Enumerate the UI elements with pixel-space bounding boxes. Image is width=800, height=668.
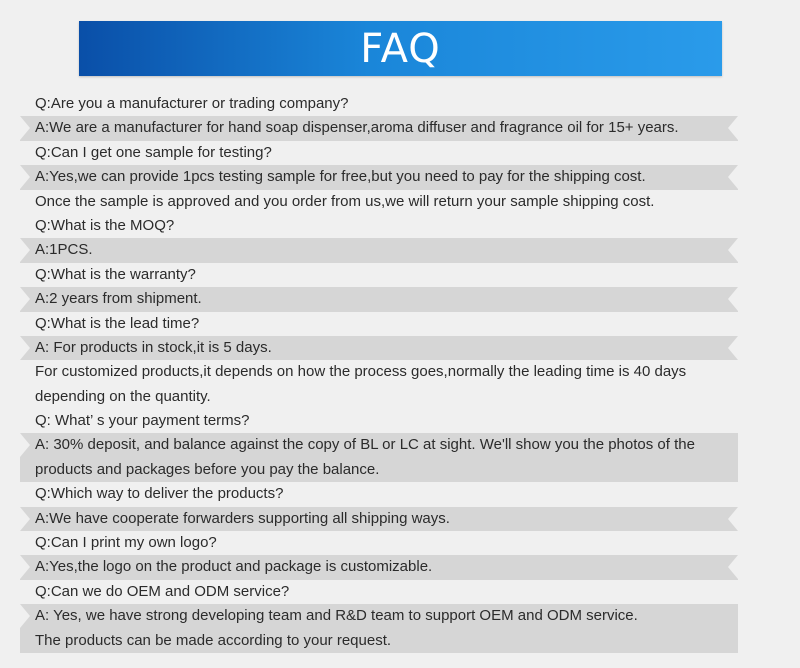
faq-answer: A:Yes,we can provide 1pcs testing sample for free,but you need to pay for the shipping cost. bbox=[35, 168, 646, 186]
faq-list bbox=[0, 92, 800, 653]
faq-answer: A: 30% deposit, and balance against the copy of BL or LC at sight. We'll show you the photos of the bbox=[35, 436, 695, 454]
faq-answer-block bbox=[20, 507, 738, 531]
faq-question: Q:What is the warranty? bbox=[35, 265, 196, 283]
faq-answer: A: Yes, we have strong developing team and R&D team to support OEM and ODM service. bbox=[35, 607, 638, 625]
faq-answer-continued: Once the sample is approved and you order from us,we will return your sample shipping cost. bbox=[35, 192, 655, 210]
faq-answer-block bbox=[20, 238, 738, 262]
faq-question: Q:Can I print my own logo? bbox=[35, 534, 217, 552]
faq-answer: A:We have cooperate forwarders supporting all shipping ways. bbox=[35, 509, 450, 527]
faq-question: Q:Can I get one sample for testing? bbox=[35, 143, 272, 161]
faq-question: Q:What is the MOQ? bbox=[35, 216, 175, 234]
faq-answer: A:2 years from shipment. bbox=[35, 290, 202, 308]
faq-answer-block bbox=[20, 165, 738, 189]
faq-answer-block bbox=[20, 116, 738, 140]
page-title: FAQ bbox=[360, 25, 441, 72]
faq-answer-continued: products and packages before you pay the balance. bbox=[35, 460, 380, 478]
faq-answer-block bbox=[20, 604, 738, 653]
faq-answer-continued: For customized products,it depends on how the process goes,normally the leading time is 40 days bbox=[35, 363, 687, 381]
faq-answer-block bbox=[20, 287, 738, 311]
faq-question: Q:Which way to deliver the products? bbox=[35, 485, 284, 503]
faq-question: Q:Are you a manufacturer or trading company? bbox=[35, 95, 349, 112]
faq-answer-continued: The products can be made according to your request. bbox=[35, 631, 392, 649]
faq-question: Q: What’ s your payment terms? bbox=[35, 412, 250, 430]
faq-answer: A: For products in stock,it is 5 days. bbox=[35, 338, 272, 356]
faq-question: Q:What is the lead time? bbox=[35, 314, 200, 332]
faq-answer: A:We are a manufacturer for hand soap dispenser,aroma diffuser and fragrance oil for 15+ years. bbox=[35, 119, 679, 137]
faq-answer: A:Yes,the logo on the product and package is customizable. bbox=[35, 558, 433, 576]
faq-answer-continued: depending on the quantity. bbox=[35, 387, 211, 405]
faq-answer-block bbox=[20, 433, 738, 482]
faq-answer-block bbox=[20, 555, 738, 579]
faq-answer-block bbox=[20, 336, 738, 360]
faq-answer: A:1PCS. bbox=[35, 241, 93, 259]
faq-question: Q:Can we do OEM and ODM service? bbox=[35, 582, 290, 600]
faq-header-banner bbox=[79, 21, 722, 76]
